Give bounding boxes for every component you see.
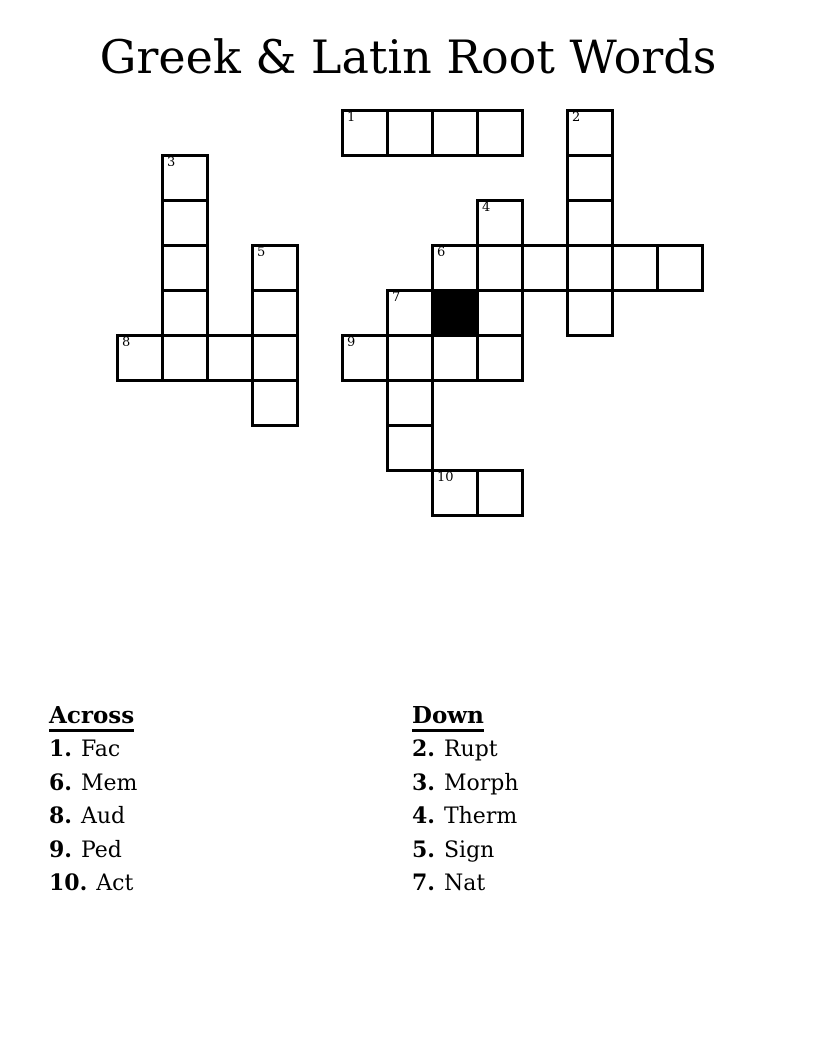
down-header: Down — [412, 703, 484, 732]
across-clue-list — [49, 733, 137, 900]
grid-cell-3-5[interactable] — [251, 334, 299, 382]
clue-number: 6. — [49, 769, 72, 796]
grid-cell-1-1-num3[interactable] — [161, 154, 209, 202]
grid-cell-7-0[interactable] — [431, 109, 479, 157]
across-clues-section — [49, 703, 137, 900]
grid-cell-10-1[interactable] — [566, 154, 614, 202]
across-clue-8 — [49, 800, 137, 833]
grid-cell-10-4[interactable] — [566, 289, 614, 337]
grid-cell-7-3-num6[interactable] — [431, 244, 479, 292]
cell-number: 9 — [347, 335, 356, 350]
cell-number: 7 — [392, 290, 401, 305]
grid-cell-8-0[interactable] — [476, 109, 524, 157]
grid-cell-6-4-num7[interactable] — [386, 289, 434, 337]
down-clue-list — [412, 733, 519, 900]
grid-cell-5-0-num1[interactable] — [341, 109, 389, 157]
clue-text: Fac — [80, 737, 121, 763]
clue-number: 10. — [49, 870, 88, 897]
clue-text: Rupt — [443, 737, 498, 763]
grid-cell-1-3[interactable] — [161, 244, 209, 292]
cell-number: 8 — [122, 335, 131, 350]
grid-cell-10-0-num2[interactable] — [566, 109, 614, 157]
clue-text: Therm — [443, 804, 518, 830]
clue-number: 5. — [412, 836, 435, 863]
clue-number: 8. — [49, 803, 72, 830]
clue-text: Nat — [443, 871, 486, 897]
grid-cell-7-8-num10[interactable] — [431, 469, 479, 517]
grid-cell-8-5[interactable] — [476, 334, 524, 382]
clue-text: Act — [96, 871, 134, 897]
clue-text: Morph — [443, 770, 519, 796]
grid-cell-8-3[interactable] — [476, 244, 524, 292]
grid-cell-1-2[interactable] — [161, 199, 209, 247]
grid-cell-9-3[interactable] — [521, 244, 569, 292]
grid-cell-1-4[interactable] — [161, 289, 209, 337]
grid-cell-5-5-num9[interactable] — [341, 334, 389, 382]
clue-text: Sign — [443, 837, 495, 863]
cell-number: 3 — [167, 155, 176, 170]
black-cell — [431, 289, 479, 337]
across-clue-10 — [49, 867, 137, 900]
down-clue-7 — [412, 867, 519, 900]
grid-cell-3-3-num5[interactable] — [251, 244, 299, 292]
across-clue-1 — [49, 733, 137, 766]
grid-cell-3-4[interactable] — [251, 289, 299, 337]
grid-cell-6-0[interactable] — [386, 109, 434, 157]
clue-text: Mem — [80, 770, 138, 796]
down-clue-3 — [412, 767, 519, 800]
clue-number: 4. — [412, 803, 435, 830]
grid-cell-6-7[interactable] — [386, 424, 434, 472]
grid-cell-3-6[interactable] — [251, 379, 299, 427]
down-clues-section — [412, 703, 519, 900]
cell-number: 2 — [572, 110, 581, 125]
grid-cell-0-5-num8[interactable] — [116, 334, 164, 382]
grid-cell-11-3[interactable] — [611, 244, 659, 292]
clue-number: 7. — [412, 870, 435, 897]
grid-cell-12-3[interactable] — [656, 244, 704, 292]
clue-number: 1. — [49, 736, 72, 763]
grid-cell-8-2-num4[interactable] — [476, 199, 524, 247]
clue-text: Aud — [80, 804, 126, 830]
cell-number: 10 — [437, 470, 454, 485]
grid-cell-2-5[interactable] — [206, 334, 254, 382]
across-clue-6 — [49, 767, 137, 800]
across-header: Across — [49, 703, 134, 732]
grid-cell-1-5[interactable] — [161, 334, 209, 382]
page-title: Greek & Latin Root Words — [99, 30, 717, 84]
down-clue-2 — [412, 733, 519, 766]
cell-number: 4 — [482, 200, 491, 215]
grid-cell-7-5[interactable] — [431, 334, 479, 382]
clue-number: 3. — [412, 769, 435, 796]
grid-cell-10-3[interactable] — [566, 244, 614, 292]
grid-cell-6-5[interactable] — [386, 334, 434, 382]
grid-cell-8-8[interactable] — [476, 469, 524, 517]
cell-number: 5 — [257, 245, 266, 260]
cell-number: 1 — [347, 110, 356, 125]
grid-cell-10-2[interactable] — [566, 199, 614, 247]
clue-number: 9. — [49, 836, 72, 863]
down-clue-5 — [412, 834, 519, 867]
grid-cell-6-6[interactable] — [386, 379, 434, 427]
clue-text: Ped — [80, 837, 122, 863]
across-clue-9 — [49, 834, 137, 867]
grid-cell-8-4[interactable] — [476, 289, 524, 337]
down-clue-4 — [412, 800, 519, 833]
cell-number: 6 — [437, 245, 446, 260]
clue-number: 2. — [412, 736, 435, 763]
